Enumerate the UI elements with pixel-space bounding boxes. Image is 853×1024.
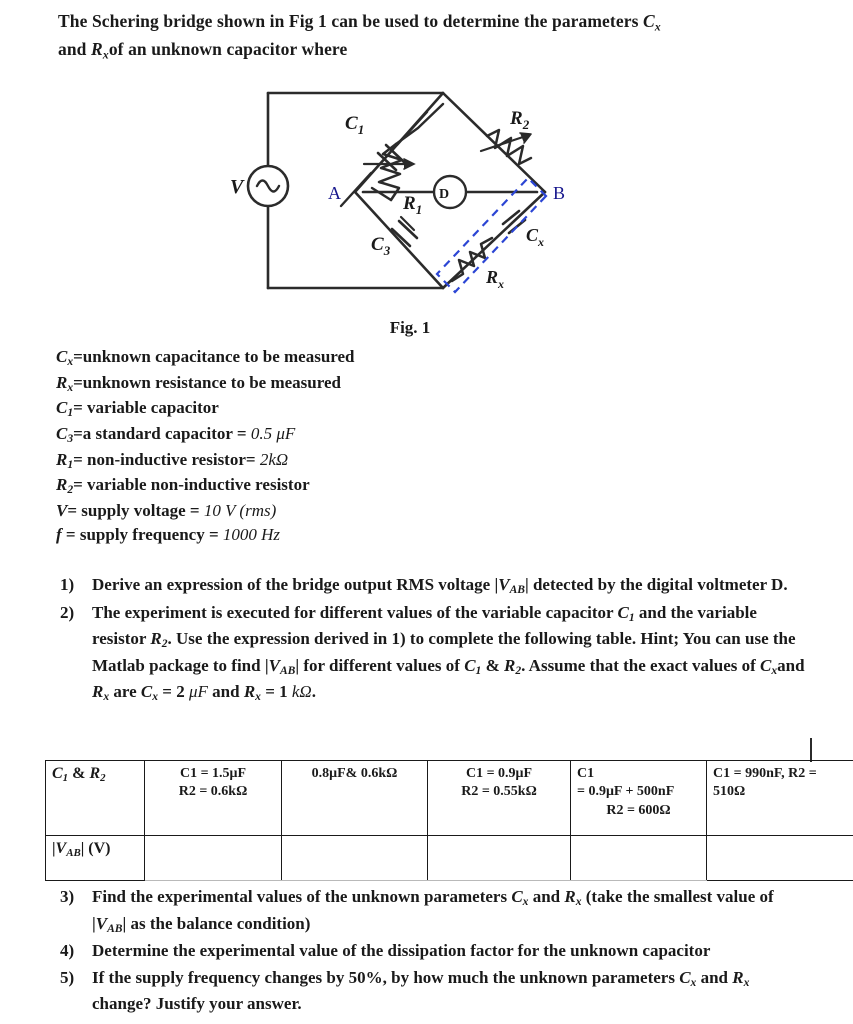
question-text-3: Find the experimental values of the unknown parameters $C_x$ and $R_x$ (take the smallest value of $|V_{AB}|$ as the balance condition) [92, 887, 774, 935]
ac-source-symbol [248, 166, 288, 206]
intro-symbol-rx: $R_x$ [91, 38, 109, 62]
question-marker-4: 4) [60, 941, 75, 961]
question-marker-2: 2) [60, 602, 75, 622]
results-table [45, 760, 853, 881]
table-cell-value-3[interactable] [428, 836, 571, 881]
parameter-definitions [56, 345, 355, 547]
table-cell-value-2[interactable] [282, 836, 428, 881]
figure-caption: Fig. 1 [389, 318, 431, 337]
table-cell-config-4: C1 = 0.9μF + 500nF R2 = 600Ω [571, 761, 707, 836]
question-item-4 [58, 938, 806, 964]
param-item-rx: $R_x=unknown$ resistance to be measured [56, 372, 341, 394]
param-item-c3: $C_3=a$ standard capacitor = 0.5 μF [56, 423, 296, 446]
table-row [46, 836, 853, 881]
label-supply-voltage: V [230, 176, 244, 198]
question-text-1: Derive an expression of the bridge output RMS voltage $|V_{AB}|$ detected by the digital voltmeter D. [92, 575, 788, 597]
param-item-cx: $C_x=unknown$ capacitance to be measured [56, 347, 355, 369]
question-text-5: If the supply frequency changes by 50%, by how much the unknown parameters $C_x$ and $R_x$ change? Justify your answer. [92, 967, 750, 1014]
table-row [46, 761, 853, 836]
param-item-c1: $C_1=$ variable capacitor [56, 398, 219, 420]
intro-paragraph [58, 8, 818, 64]
arm-bottom-left [355, 192, 443, 288]
table-cell-config-3: C1 = 0.9μF R2 = 0.55kΩ [428, 761, 571, 836]
question-item-5 [58, 965, 806, 1017]
label-c1: $C_1$ [345, 113, 365, 137]
question-marker-3: 3) [60, 887, 75, 906]
question-item-2 [58, 600, 806, 706]
table-cell-value-1[interactable] [145, 836, 282, 881]
table-cell-config-5: C1 = 990nF, R2 = 510Ω [707, 761, 853, 836]
question-list-top [58, 572, 806, 707]
label-node-b: B [553, 183, 566, 203]
c3-capacitor-symbol [392, 217, 417, 246]
label-node-a: A [328, 183, 341, 203]
table-cell-config-2: 0.8μF& 0.6kΩ [282, 761, 428, 836]
question-text-4: Determine the experimental value of the dissipation factor for the unknown capacitor [92, 941, 711, 961]
intro-line2-tail: of an unknown capacitor where [108, 38, 348, 59]
question-list-bottom [58, 884, 806, 1018]
label-rx: $R_x$ [486, 267, 505, 291]
question-text-2: The experiment is executed for different values of the variable capacitor $C_1$ and the variable resistor $R_2$. Use the expression derived in 1) to complete the following table. Hint; You can use the Matlab package to find $|V_{AB}|$ for different values of $C_1$ & $R_2$. Assume that the exact values of $C_xand$ $R_x$ are $C_x = 2$ μF and $R_x = 1$ kΩ. [92, 602, 805, 704]
intro-line2-text: and [58, 38, 91, 59]
r1-wire-upper [396, 104, 443, 144]
table-cell-value-4[interactable] [571, 836, 707, 881]
label-detector: D [438, 187, 450, 202]
label-cx: $C_x$ [526, 225, 545, 249]
table-header-c1-r2: $C_1$ & $R_2$ [46, 761, 145, 836]
r2-resistor-symbol [481, 130, 531, 164]
label-c3: $C_3$ [371, 234, 391, 258]
param-item-r1: $R_1=$ non-inductive resistor= 2kΩ [56, 449, 289, 471]
circuit-diagram-svg [0, 78, 853, 318]
table-cell-config-1: C1 = 1.5μF R2 = 0.6kΩ [145, 761, 282, 836]
question-item-3 [58, 884, 806, 937]
schering-bridge-figure [0, 78, 853, 318]
param-item-r2: $R_2=$ variable non-inductive resistor [56, 475, 310, 497]
question-marker-5: 5) [60, 967, 75, 987]
param-item-v: V= supply voltage = 10 V (rms) [56, 500, 277, 520]
table-cell-value-5[interactable] [707, 836, 853, 881]
intro-line1-text: The Schering bridge shown in Fig 1 can be used to determine the parameters [58, 11, 643, 31]
label-r2: $R_2$ [510, 108, 530, 132]
label-r1: $R_1$ [403, 193, 423, 217]
intro-symbol-cx: $C_x$ [642, 11, 661, 34]
text-cursor-artifact [810, 738, 812, 762]
table-header-vab: $|V_{AB}|$ (V) [46, 836, 145, 881]
r1-wire-lower [372, 188, 391, 200]
question-marker-1: 1) [60, 575, 75, 594]
param-item-f: f = supply frequency = 1000 Hz [56, 524, 281, 544]
question-item-1 [58, 572, 806, 599]
